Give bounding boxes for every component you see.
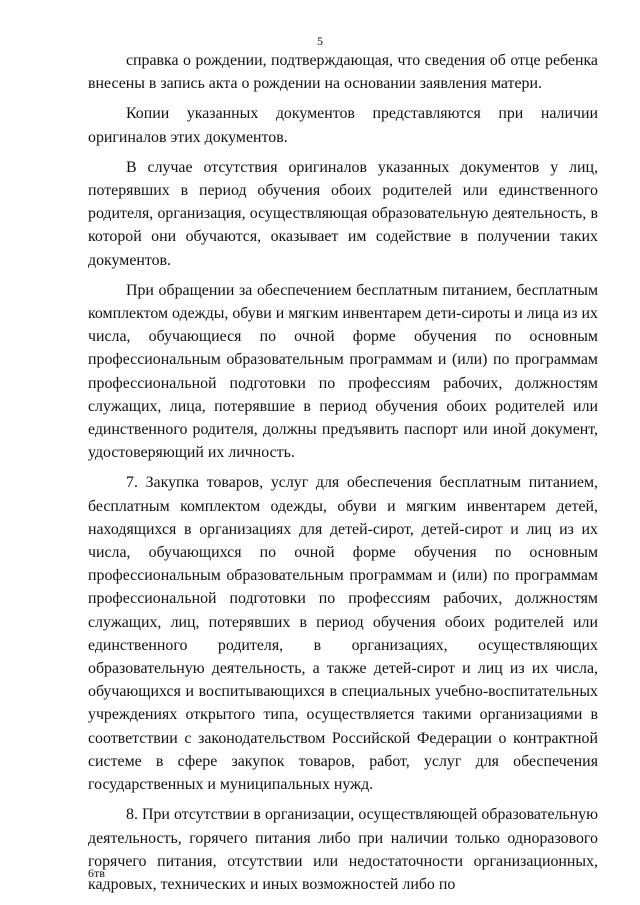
paragraph-item-8-no-hot-meals: 8. При отсутствии в организации, осуществляющей образовательную деятельность, горячего питания либо при наличии только одноразового горячего питания, отсутствии или недостаточности организационных, кадровых, технических и иных возможностей либо по (88, 806, 598, 893)
paragraph-document-copies: Копии указанных документов представляются при наличии оригиналов этих документов. (88, 105, 598, 146)
footer-document-code: 6тв (88, 866, 105, 880)
paragraph-birth-certificate-continuation: справка о рождении, подтверждающая, что сведения об отце ребенка внесены в запись акта о рождении на основании заявления матери. (88, 52, 598, 93)
paragraph-item-7-procurement: 7. Закупка товаров, услуг для обеспечения бесплатным питанием, бесплатным комплектом одежды, обуви и мягким инвентарем детей, находящихся в организациях для детей-сирот, детей-сирот и лиц из их числа, обучающихся по очной форме обучения по основным профессиональным образовательным программам и (или) по программам профессиональной подготовки по профессиям рабочих, должностям служащих, лиц, потерявших в период обучения обоих родителей или единственного родителя, в организациях, осуществляющих образовательную деятельность, а также детей-сирот и лиц из их числа, обучающихся и воспитывающихся в специальных учебно-воспитательных учреждениях открытого типа, осуществляется такими организациями в соответствии с законодательством Российской Федерации о контрактной системе в сфере закупок товаров, работ, услуг для обеспечения государственных и муниципальных нужд. (88, 474, 598, 794)
paragraph-missing-originals: В случае отсутствия оригиналов указанных документов у лиц, потерявших в период обучения обоих родителей или единственного родителя, организация, осуществляющая образовательную деятельность, в которой они обучаются, оказывает им содействие в получении таких документов. (88, 158, 598, 269)
paragraph-identity-documents: При обращении за обеспечением бесплатным питанием, бесплатным комплектом одежды, обуви и мягким инвентарем дети-сироты и лица из их числа, обучающиеся по очной форме обучения по основным профессиональным образовательным программам и (или) по программам профессиональной подготовки по профессиям рабочих, должностям служащих, лица, потерявшие в период обучения обоих родителей или единственного родителя, должны предъявить паспорт или иной документ, удостоверяющий их личность. (88, 281, 598, 462)
document-body (88, 49, 598, 903)
page-number: 5 (317, 34, 323, 48)
